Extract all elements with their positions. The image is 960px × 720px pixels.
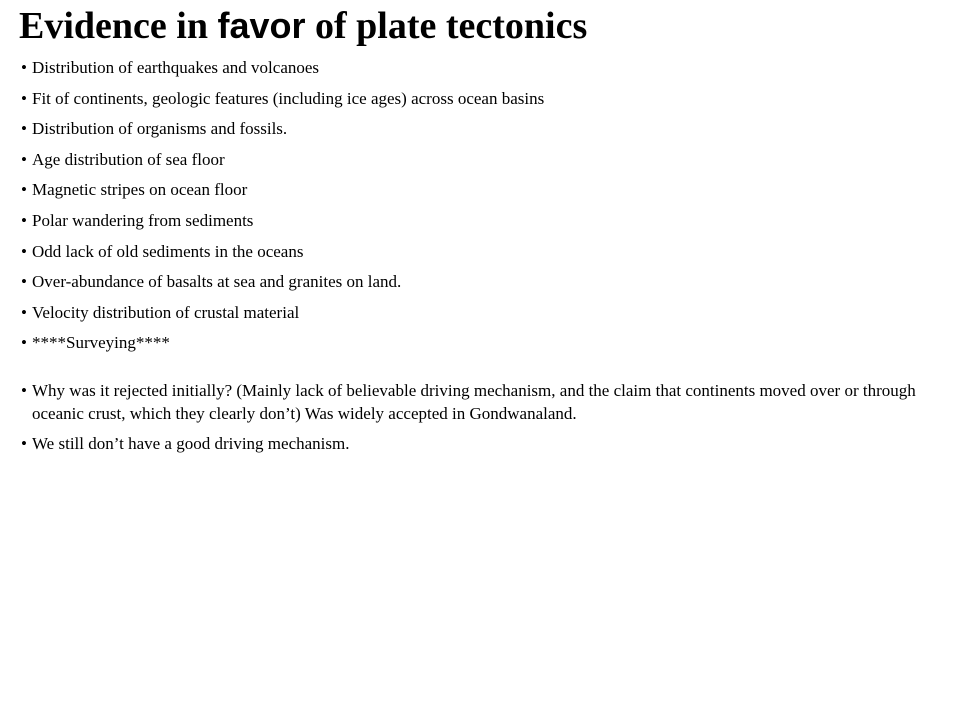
bullet-item <box>21 117 946 141</box>
bullet-item <box>21 240 946 264</box>
bullet-icon: • <box>21 241 27 261</box>
bullet-icon: • <box>21 58 27 77</box>
bullet-icon: • <box>21 381 27 401</box>
bullet-icon: • <box>21 210 27 230</box>
slide-title <box>19 4 587 48</box>
bullet-text: Fit of continents, geologic features (including ice ages) across ocean basins <box>32 88 545 108</box>
bullet-item <box>21 331 946 355</box>
bullet-icon: • <box>21 302 27 322</box>
bullet-text: Magnetic stripes on ocean floor <box>32 180 248 200</box>
bullet-item <box>21 56 946 80</box>
bullet-text: ****Surveying**** <box>32 333 170 353</box>
bullet-text: Over-abundance of basalts at sea and granites on land. <box>32 272 402 292</box>
bullet-text: Distribution of earthquakes and volcanoes <box>32 58 320 77</box>
bullet-item <box>21 148 946 172</box>
title-part-1: Evidence in <box>19 5 218 47</box>
bullet-icon: • <box>21 119 27 139</box>
bullet-text: Polar wandering from sediments <box>32 210 254 230</box>
bullet-icon: • <box>21 333 27 353</box>
bullet-item <box>21 178 946 202</box>
bullet-item <box>21 87 946 111</box>
note-text: We still don’t have a good driving mechanism. <box>32 433 350 453</box>
bullet-icon: • <box>21 272 27 292</box>
bullet-item <box>21 301 946 325</box>
bullet-item <box>21 209 946 233</box>
note-text: Why was it rejected initially? (Mainly lack of believable driving mechanism, and the claim that continents moved over or through oceanic crust, which they clearly don’t) Was widely accepted in Gondwanaland. <box>32 381 916 424</box>
bullet-list <box>21 56 946 463</box>
bullet-text: Velocity distribution of crustal material <box>32 302 300 322</box>
title-part-2: favor <box>217 5 306 46</box>
bullet-text: Age distribution of sea floor <box>32 149 225 169</box>
bullet-text: Odd lack of old sediments in the oceans <box>32 241 304 261</box>
note-item <box>21 379 946 425</box>
bullet-icon: • <box>21 433 27 453</box>
bullet-text: Distribution of organisms and fossils. <box>32 119 288 139</box>
bullet-icon: • <box>21 149 27 169</box>
bullet-icon: • <box>21 88 27 108</box>
bullet-item <box>21 270 946 294</box>
note-item <box>21 432 946 456</box>
bullet-icon: • <box>21 180 27 200</box>
title-part-3: of plate tectonics <box>305 5 588 47</box>
